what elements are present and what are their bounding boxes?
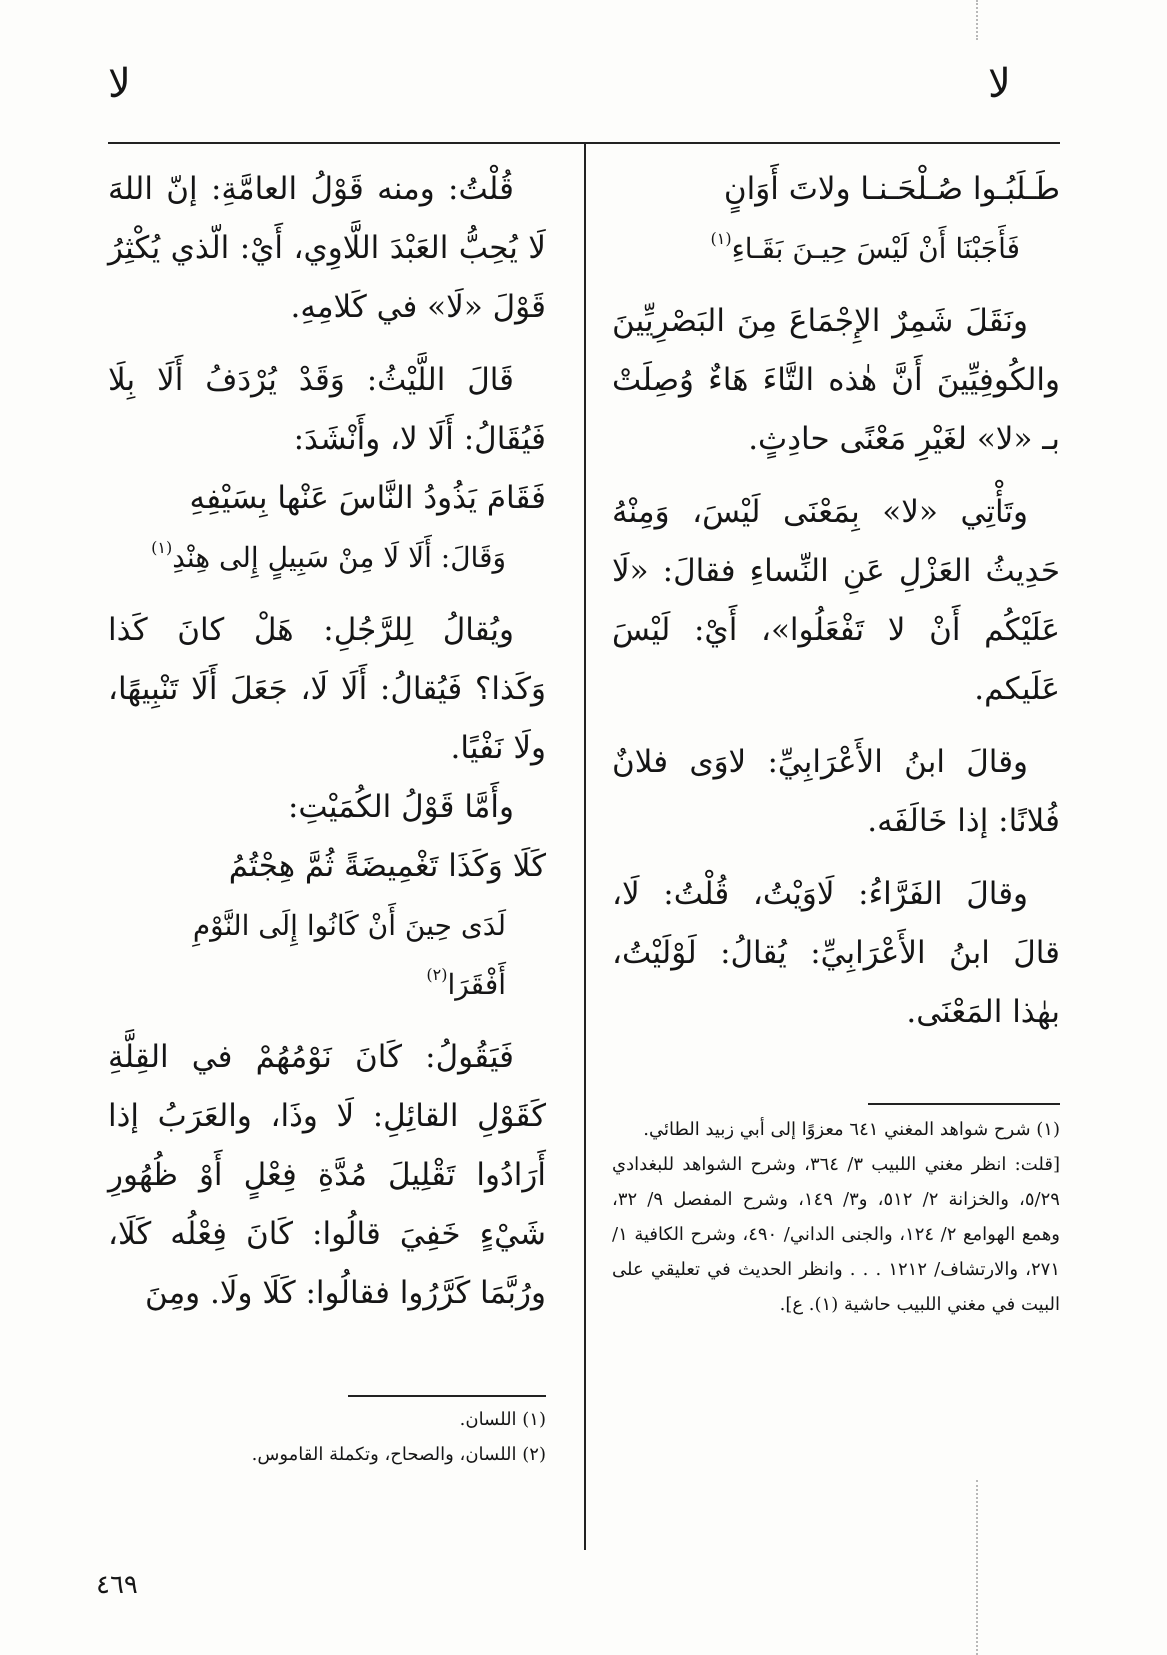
footnote-marker: (٢) bbox=[426, 965, 448, 984]
running-header-left: لا bbox=[108, 61, 131, 107]
paragraph: وأَمَّا قَوْلُ الكُمَيْتِ: bbox=[287, 789, 514, 825]
footnotes-right bbox=[612, 1112, 1060, 1322]
footnote: (٢) اللسان، والصحاح، وتكملة القاموس. bbox=[251, 1444, 546, 1465]
verse-line bbox=[612, 219, 1060, 278]
footnote-marker: (١) bbox=[151, 538, 173, 557]
verse-line bbox=[108, 896, 546, 1014]
footnote: (١) شرح شواهد المغني ٦٤١ معزوًا إلى أبي زبيد الطائي. bbox=[643, 1119, 1060, 1140]
verse-text: وَقَالَ: أَلَا لَا مِنْ سَبِيلٍ إِلى هِنْدِ bbox=[172, 541, 506, 574]
margin-dotted-line-top bbox=[976, 0, 978, 40]
verse-line: كَلَا وَكَذَا تَغْمِيضَةً ثُمَّ هِجْتُمُ bbox=[228, 848, 546, 884]
paragraph: ويُقالُ لِلرَّجُلِ: هَلْ كانَ كَذا وَكَذا؟ فَيُقالُ: أَلَا لَا، جَعَلَ أَلَا تَنْبِيهًا، ولَا نَفْيًا. bbox=[108, 612, 546, 766]
margin-dotted-line-bottom bbox=[976, 1480, 978, 1655]
footnotes-left bbox=[108, 1402, 546, 1472]
footnote: (١) اللسان. bbox=[459, 1409, 546, 1430]
paragraph: وتَأْتِي «لا» بِمَعْنَى لَيْسَ، وَمِنْهُ حَدِيثُ العَزْلِ عَنِ النِّساءِ فقالَ: «لَا عَلَيْكُم أَنْ لا تَفْعَلُوا»، أَيْ: لَيْسَ عَلَيكم. bbox=[612, 494, 1060, 707]
verse-text: لَدَى حِينَ أَنْ كَانُوا إِلَى النَّوْمِ أَفْقَرَا bbox=[192, 909, 506, 1001]
footnote-marker: (١) bbox=[710, 229, 732, 248]
verse-line bbox=[108, 528, 546, 587]
footnote-rule-right bbox=[868, 1103, 1060, 1105]
paragraph: ونَقَلَ شَمِرٌ الإِجْمَاعَ مِنَ البَصْرِيِّينَ والكُوفِيِّينَ أَنَّ هٰذه التَّاءَ هَاءٌ وُصِلَتْ بـ «لا» لغَيْرِ مَعْنًى حادِثٍ. bbox=[612, 303, 1060, 457]
paragraph: قُلْتُ: ومنه قَوْلُ العامَّةِ: إنّ اللهَ لَا يُحِبُّ العَبْدَ اللَّاوِي، أَيْ: الّذي يُكْثِرُ قَوْلَ «لَا» في كَلامِهِ. bbox=[108, 171, 546, 325]
paragraph: قَالَ اللَّيْثُ: وَقَدْ يُرْدَفُ أَلَا بِلَا فَيُقَالُ: أَلَا لا، وأَنْشَدَ: bbox=[108, 362, 546, 457]
running-header-right: لا bbox=[988, 61, 1011, 107]
column-divider bbox=[584, 142, 586, 1550]
verse-line: فَقَامَ يَذُودُ النَّاسَ عَنْها بِسَيْفِهِ bbox=[189, 480, 546, 516]
page-number: ٤٦٩ bbox=[96, 1570, 138, 1600]
footnote-rule-left bbox=[348, 1395, 546, 1397]
verse-line: طَـلَبُـوا صُـلْحَـنـا ولاتَ أَوَانٍ bbox=[723, 171, 1060, 207]
paragraph: وقالَ الفَرَّاءُ: لَاوَيْتُ، قُلْتُ: لَا، قالَ ابنُ الأَعْرَابِيِّ: يُقالُ: لَوْلَيْتُ، بهٰذا المَعْنَى. bbox=[612, 876, 1060, 1030]
right-column bbox=[612, 160, 1060, 1042]
paragraph: فَيَقُولُ: كَانَ نَوْمُهُمْ في القِلَّةِ كَقَوْلِ القائِلِ: لَا وذَا، والعَرَبُ إذا أَرَادُوا تَقْلِيلَ مُدَّةِ فِعْلٍ أَوْ ظُهُورِ شَيْءٍ خَفِيَ قالُوا: كَانَ فِعْلُه كَلَا، ورُبَّمَا كَرَّرُوا فقالُوا: كَلَا ولَا. ومِنَ bbox=[108, 1039, 546, 1311]
verse-text: فَأَجَبْنَا أَنْ لَيْسَ حِيـنَ بَقَـاءِ bbox=[731, 232, 1020, 265]
footnote: [قلت: انظر مغني اللبيب ٣/ ٣٦٤، وشرح الشواهد للبغدادي ٥/٢٩، والخزانة ٢/ ٥١٢، و٣/ ١٤٩، وشرح المفصل ٩/ ٣٢، وهمع الهوامع ٢/ ١٢٤، والجنى الداني/ ٤٩٠، وشرح الكافية ١/ ٢٧١، والارتشاف/ ١٢١٢ . . . وانظر الحديث في تعليقي على البيت في مغني اللبيب حاشية (١). ع]. bbox=[612, 1154, 1061, 1315]
paragraph: وقالَ ابنُ الأَعْرَابِيِّ: لاوَى فلانٌ فُلانًا: إذا خَالَفَه. bbox=[612, 744, 1060, 839]
left-column bbox=[108, 160, 546, 1323]
